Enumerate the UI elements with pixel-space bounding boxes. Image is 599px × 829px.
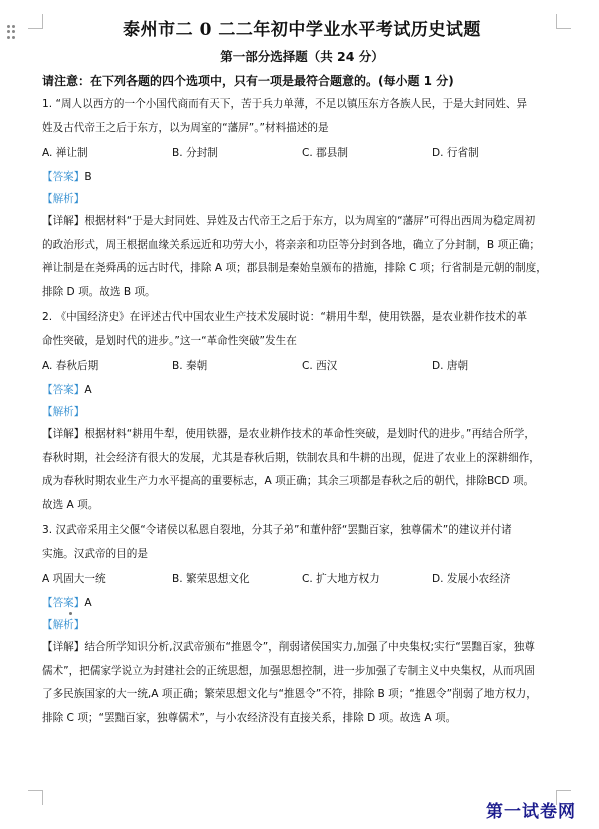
instructions-notice: 请注意：在下列各题的四个选项中，只有一项是最符合题意的。(每小题 1 分) <box>42 74 454 88</box>
answer-option: B. 秦朝 <box>172 360 208 372</box>
explanation-line: 排除 C 项；“罢黜百家，独尊儒术”，与小农经济没有直接关系，排除 D 项。故选 A 项。 <box>42 711 457 724</box>
question-stem-line: 1. “周人以西方的一个小国代商而有天下，苦于兵力单薄，不足以镇压东方各族人民，于是大封同姓、异 <box>42 98 528 110</box>
answer-option: C. 郡县制 <box>302 147 348 159</box>
analysis-label: 【解析】 <box>42 619 85 631</box>
answer-line <box>42 379 562 401</box>
answer-label: 【答案】 <box>42 384 85 396</box>
explanation-line: 儒术”，把儒家学说立为封建社会的正统思想，加强思想控制，进一步加强了专制主义中央集权，从而巩固 <box>42 664 535 677</box>
answer-line <box>42 166 562 188</box>
explanation-line: 排除 D 项。故选 B 项。 <box>42 285 156 298</box>
option-row <box>42 140 562 166</box>
question-stem-line: 实施。汉武帝的目的是 <box>42 547 148 560</box>
question-block <box>42 306 562 517</box>
answer-label: 【答案】 <box>42 597 85 609</box>
answer-option: B. 繁荣思想文化 <box>172 573 250 585</box>
section-subtitle: 第一部分选择题（共 24 分） <box>220 49 384 64</box>
question-block <box>42 93 562 304</box>
answer-option: D. 发展小农经济 <box>432 573 511 585</box>
answer-line <box>42 592 562 614</box>
answer-option: A. 禅让制 <box>42 147 88 159</box>
document-content <box>42 17 562 730</box>
explanation-line: 【详解】根据材料“于是大封同姓、异姓及古代帝王之后于东方，以为周室的“藩屏”可得出西周为稳定周初 <box>42 215 536 227</box>
option-row <box>42 353 562 379</box>
answer-option: D. 行省制 <box>432 147 479 159</box>
crop-mark-bottom-left <box>28 790 43 805</box>
question-list <box>42 93 562 730</box>
answer-value: B <box>84 171 92 183</box>
question-stem-line: 命性突破，是划时代的进步。”这一“革命性突破”发生在 <box>42 334 297 347</box>
answer-option: A 巩固大一统 <box>42 573 106 585</box>
analysis-label: 【解析】 <box>42 406 85 418</box>
answer-label: 【答案】 <box>42 171 85 183</box>
answer-option: B. 分封制 <box>172 147 218 159</box>
exam-title: 泰州市二 0 二二年初中学业水平考试历史试题 <box>123 20 481 40</box>
question-stem-line: 2. 《中国经济史》在评述古代中国农业生产技术发展时说：“耕用牛犁，使用铁器，是农业耕作技术的革 <box>42 311 528 323</box>
explanation-line: 【详解】根据材料“耕用牛犁，使用铁器，是农业耕作技术的革命性突破，是划时代的进步。”再结合所学， <box>42 428 535 440</box>
explanation-line: 春秋时期，社会经济有很大的发展，尤其是春秋后期，铁制农具和牛耕的出现，促进了农业上的深耕细作， <box>42 451 540 464</box>
question-stem-line: 姓及古代帝王之后于东方，以为周室的“藩屏”。”材料描述的是 <box>42 121 329 134</box>
answer-value: A <box>84 597 92 609</box>
brand-logo-text: 第一试卷网 <box>486 802 576 822</box>
explanation-line: 了多民族国家的大一统,A 项正确；繁荣思想文化与“推恩令”不符，排除 B 项；“推恩令”削弱了地方权力， <box>42 688 537 700</box>
explanation-line: 的政治形式，周王根据血缘关系远近和功劳大小，将亲亲和功臣等分封到各地，确立了分封制，B 项正确； <box>42 238 540 251</box>
explanation-line: 禅让制是在尧舜禹的远古时代，排除 A 项；郡县制是秦始皇颁布的措施，排除 C 项；行省制是元朝的制度， <box>42 262 547 274</box>
explanation-line: 成为春秋时期农业生产力水平提高的重要标志，A 项正确；其余三项都是春秋之后的朝代，排除BCD 项。 <box>42 475 535 487</box>
drag-handle-icon[interactable] <box>7 25 15 39</box>
explanation-line: 【详解】结合所学知识分析,汉武帝颁布“推恩令”，削弱诸侯国实力,加强了中央集权;实行“罢黜百家，独尊 <box>42 641 535 653</box>
explanation-line: 故选 A 项。 <box>42 498 99 511</box>
answer-option: D. 唐朝 <box>432 360 469 372</box>
answer-option: C. 西汉 <box>302 360 338 372</box>
answer-option: C. 扩大地方权力 <box>302 573 380 585</box>
answer-value: A <box>84 384 92 396</box>
analysis-label: 【解析】 <box>42 193 85 205</box>
answer-option: A. 春秋后期 <box>42 360 99 372</box>
option-row <box>42 566 562 592</box>
question-stem-line: 3. 汉武帝采用主父偃“令诸侯以私恩自裂地，分其子弟”和董仲舒“罢黜百家，独尊儒术”的建议并付诸 <box>42 524 512 536</box>
crop-mark-top-left <box>28 14 43 29</box>
question-block <box>42 519 562 730</box>
